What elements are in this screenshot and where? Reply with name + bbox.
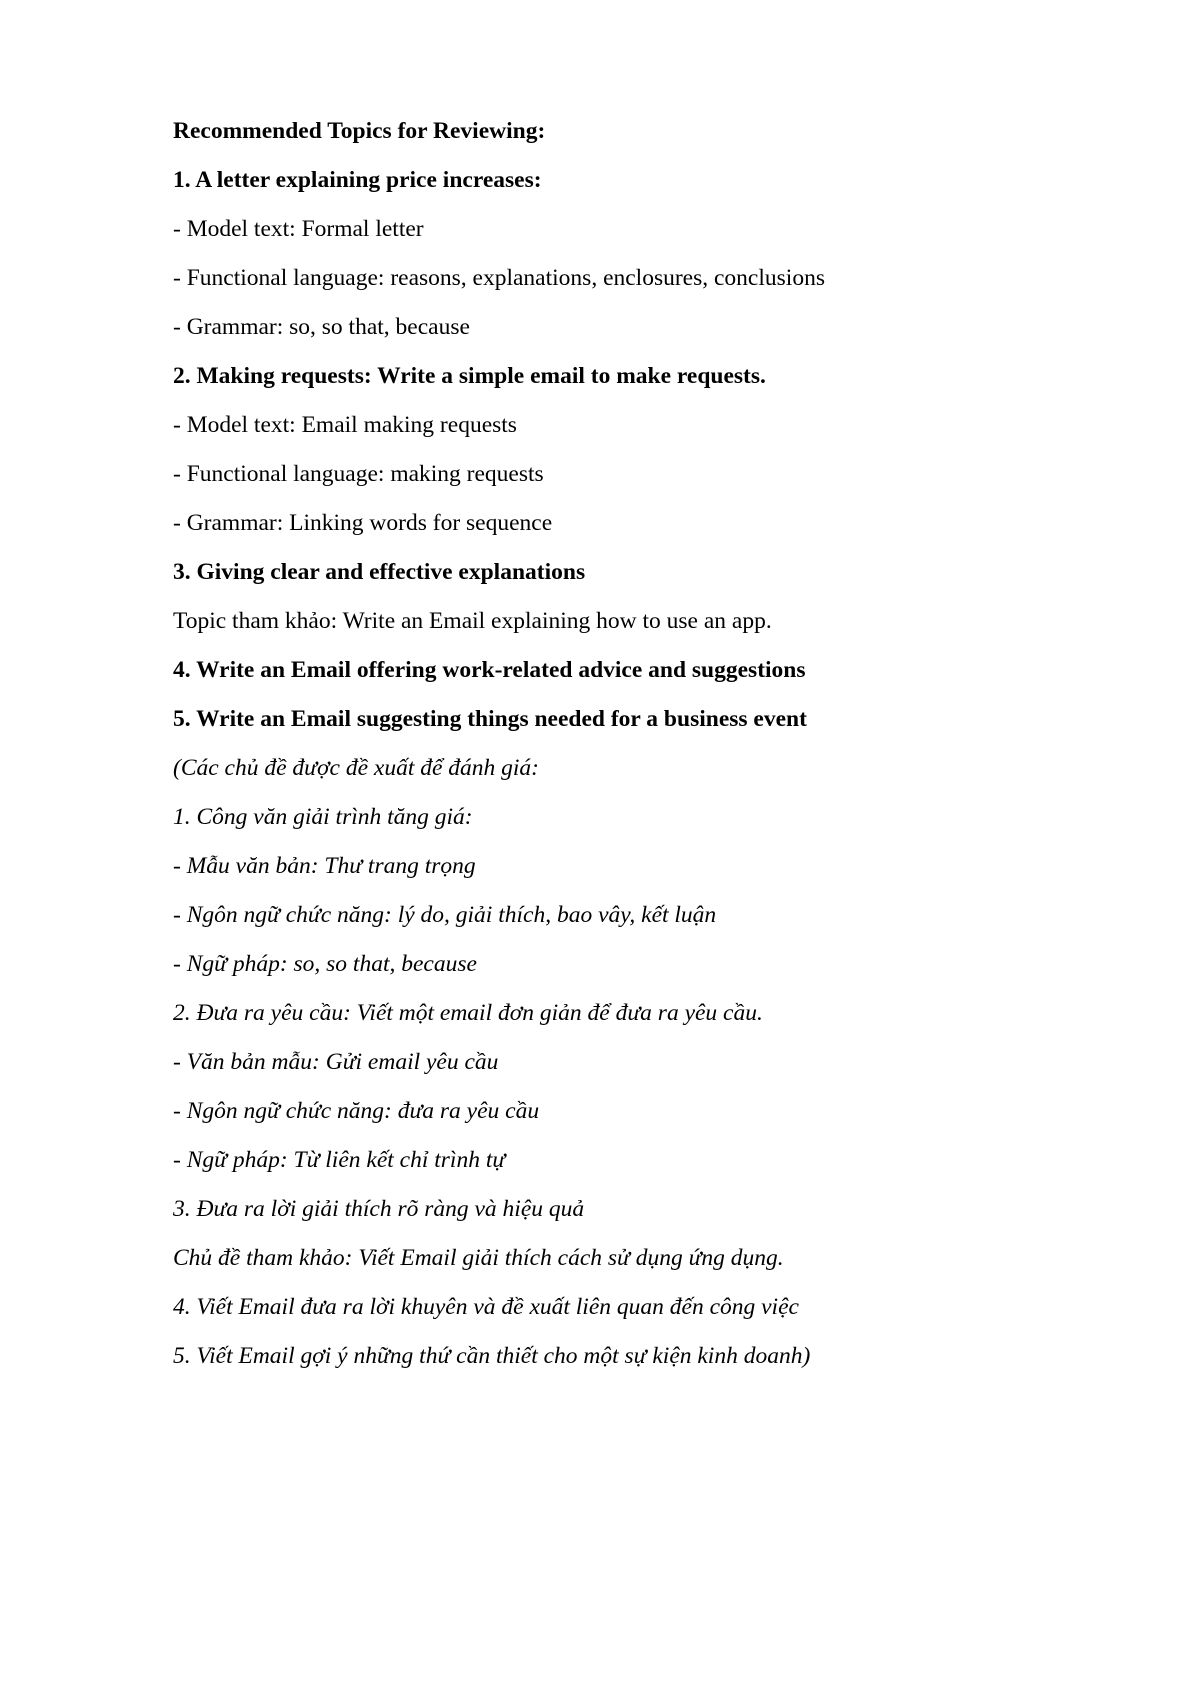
english-topic3-title: 3. Giving clear and effective explanations — [173, 559, 586, 585]
vietnamese-topic1-functional: - Ngôn ngữ chức năng: lý do, giải thích, bao vây, kết luận — [173, 902, 717, 928]
vietnamese-topic1-title: 1. Công văn giải trình tăng giá: — [173, 804, 473, 830]
english-heading: Recommended Topics for Reviewing: — [173, 118, 546, 144]
vietnamese-topic2-grammar: - Ngữ pháp: Từ liên kết chỉ trình tự — [173, 1147, 506, 1173]
vietnamese-topic3-title: 3. Đưa ra lời giải thích rõ ràng và hiệu quả — [173, 1196, 585, 1222]
english-topic1-grammar: - Grammar: so, so that, because — [173, 314, 470, 340]
vietnamese-topic4-title: 4. Viết Email đưa ra lời khuyên và đề xuất liên quan đến công việc — [173, 1294, 799, 1320]
vietnamese-topic1-model: - Mẫu văn bản: Thư trang trọng — [173, 853, 476, 879]
vietnamese-topic2-functional: - Ngôn ngữ chức năng: đưa ra yêu cầu — [173, 1098, 540, 1124]
vietnamese-topic3-reference: Chủ đề tham khảo: Viết Email giải thích cách sử dụng ứng dụng. — [173, 1245, 784, 1271]
vietnamese-topic2-model: - Văn bản mẫu: Gửi email yêu cầu — [173, 1049, 499, 1075]
document-body — [173, 114, 1133, 1388]
english-topic1-functional: - Functional language: reasons, explanations, enclosures, conclusions — [173, 265, 825, 291]
vietnamese-topic5-title: 5. Viết Email gợi ý những thứ cần thiết cho một sự kiện kinh doanh) — [173, 1343, 811, 1369]
vietnamese-heading: (Các chủ đề được đề xuất để đánh giá: — [173, 755, 540, 781]
english-topic1-model: - Model text: Formal letter — [173, 216, 424, 242]
english-topic4-title: 4. Write an Email offering work-related advice and suggestions — [173, 657, 806, 683]
english-topic2-title: 2. Making requests: Write a simple email to make requests. — [173, 363, 766, 389]
english-topic2-model: - Model text: Email making requests — [173, 412, 517, 438]
english-topic1-title: 1. A letter explaining price increases: — [173, 167, 542, 193]
english-topic5-title: 5. Write an Email suggesting things needed for a business event — [173, 706, 807, 732]
english-topic3-reference: Topic tham khảo: Write an Email explaining how to use an app. — [173, 608, 772, 634]
vietnamese-topic2-title: 2. Đưa ra yêu cầu: Viết một email đơn giản để đưa ra yêu cầu. — [173, 1000, 763, 1026]
vietnamese-topic1-grammar: - Ngữ pháp: so, so that, because — [173, 951, 477, 977]
english-topic2-functional: - Functional language: making requests — [173, 461, 544, 487]
english-topic2-grammar: - Grammar: Linking words for sequence — [173, 510, 553, 536]
